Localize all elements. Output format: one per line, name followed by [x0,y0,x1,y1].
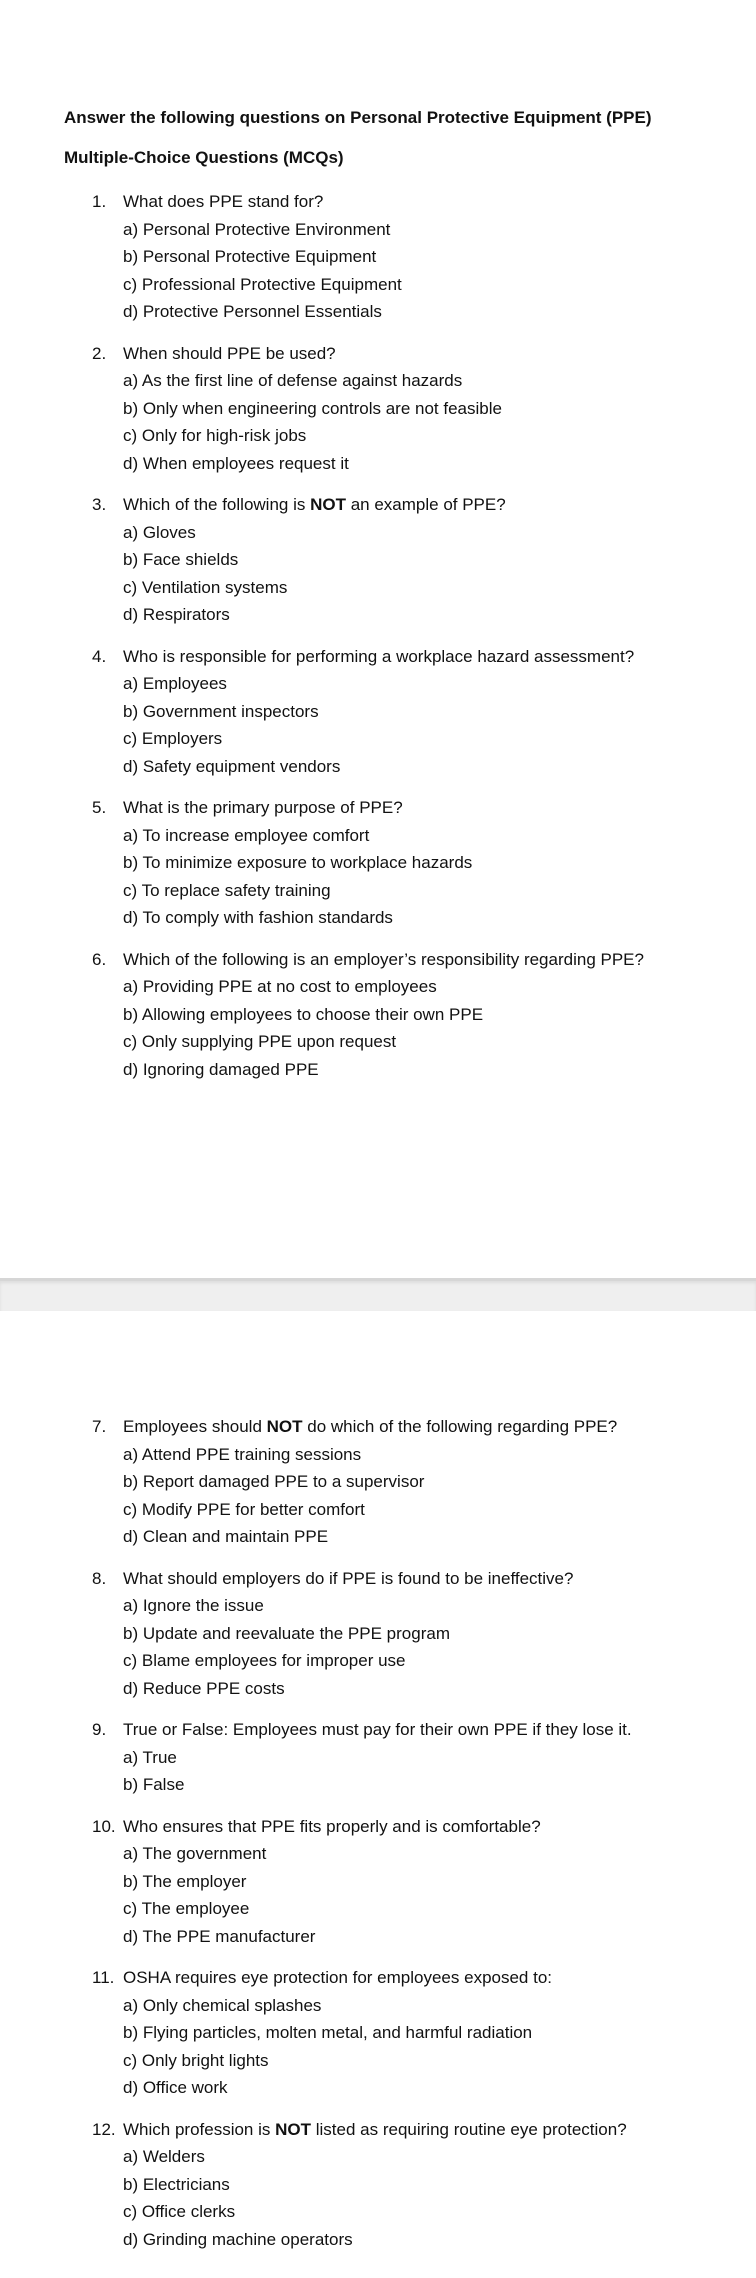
question-text [123,1716,632,1744]
question-text [123,2116,627,2144]
question-item [0,340,756,478]
question-list-page-1 [0,188,756,1097]
question-text-part: What does PPE stand for? [123,192,324,211]
answer-option: a) Gloves [123,522,196,542]
answer-option: c) To replace safety training [123,880,331,900]
question-text [123,1413,617,1441]
question-text [123,643,634,671]
emphasis-not: NOT [266,1417,303,1436]
question-number: 7. [92,1417,107,1436]
answer-option: d) Respirators [123,605,230,624]
page-break [0,1278,756,1311]
answer-option: d) Clean and maintain PPE [123,1527,329,1546]
question-number: 3. [92,495,107,514]
question-line [0,1716,756,1744]
question-text [123,340,336,368]
question-item [0,643,756,781]
answer-option: a) Providing PPE at no cost to employees [123,977,437,996]
answer-option: b) Only when engineering controls are not feasible [123,398,502,418]
question-line [0,1813,756,1841]
question-text [123,946,644,974]
answer-option: b) Electricians [123,2174,230,2194]
answer-option: b) False [123,1775,185,1794]
question-item [0,1565,756,1703]
question-text-part: do which of the following regarding PPE? [302,1417,618,1436]
answer-option: a) Only chemical splashes [123,1995,322,2015]
answer-option: c) Office clerks [123,2202,236,2221]
question-item [0,188,756,326]
question-number: 5. [92,798,107,817]
question-text [123,188,323,216]
answer-option: c) Only bright lights [123,2050,269,2070]
question-item [0,1413,756,1551]
answer-option: b) Allowing employees to choose their own PPE [123,1004,484,1024]
question-item [0,1716,756,1799]
answer-option: a) True [123,1747,177,1767]
question-number: 11. [92,1968,115,1987]
question-item [0,946,756,1084]
document-page-2 [0,1311,756,2278]
question-item [0,2116,756,2254]
answer-option: b) The employer [123,1871,247,1891]
question-line [0,1413,756,1441]
answer-option: b) To minimize exposure to workplace hazards [123,853,473,872]
question-text-part: What should employers do if PPE is found to be ineffective? [123,1568,574,1588]
question-number: 1. [92,192,107,211]
question-item [0,1813,756,1951]
answer-option: d) Ignoring damaged PPE [123,1059,319,1079]
question-line [0,491,756,519]
question-text [123,491,506,519]
answer-option: d) Grinding machine operators [123,2229,353,2249]
question-text-part: Which of the following is [123,495,311,514]
question-number: 6. [92,949,107,969]
answer-option: a) To increase employee comfort [123,825,370,845]
answer-option: c) Ventilation systems [123,577,288,597]
question-text-part: When should PPE be used? [123,343,336,363]
question-line [0,1565,756,1593]
question-text-part: Employees should [123,1417,267,1436]
question-line [0,340,756,368]
question-number: 2. [92,343,107,363]
question-item [0,794,756,932]
answer-option: a) The government [123,1844,267,1863]
question-line [0,794,756,822]
answer-option: d) The PPE manufacturer [123,1926,316,1946]
answer-option: b) Update and reevaluate the PPE program [123,1623,450,1643]
answer-option: a) As the first line of defense against hazards [123,371,463,390]
answer-option: d) Protective Personnel Essentials [123,302,382,321]
question-text-part: OSHA requires eye protection for employees exposed to: [123,1968,553,1987]
answer-option: b) Flying particles, molten metal, and harmful radiation [123,2023,533,2042]
question-line [0,643,756,671]
question-text-part: Which of the following is an employer’s responsibility regarding PPE? [123,949,644,969]
question-number: 8. [92,1568,107,1588]
question-text-part: Who is responsible for performing a workplace hazard assessment? [123,646,635,666]
question-text-part: True or False: Employees must pay for their own PPE if they lose it. [123,1720,632,1739]
answer-option: d) Reduce PPE costs [123,1678,285,1698]
answer-option: d) To comply with fashion standards [123,908,393,927]
answer-option: c) Modify PPE for better comfort [123,1499,365,1519]
answer-option: c) Blame employees for improper use [123,1651,406,1670]
answer-option: c) Employers [123,729,223,748]
question-text [123,1813,541,1841]
question-item [0,1964,756,2102]
answer-option: a) Employees [123,674,227,693]
document-title: Answer the following questions on Personal Protective Equipment (PPE) [64,108,652,127]
answer-option: a) Welders [123,2147,205,2166]
answer-option: d) When employees request it [123,453,349,473]
answer-option: c) Only for high-risk jobs [123,426,307,445]
answer-option: c) Professional Protective Equipment [123,274,402,294]
answer-option: b) Personal Protective Equipment [123,247,377,266]
answer-option: b) Report damaged PPE to a supervisor [123,1472,425,1491]
question-text-part: an example of PPE? [345,495,506,514]
question-text [123,1964,552,1992]
answer-option: b) Face shields [123,550,239,569]
answer-option: a) Personal Protective Environment [123,219,391,239]
answer-option: c) Only supplying PPE upon request [123,1032,397,1051]
emphasis-not: NOT [275,2119,312,2139]
question-text [123,794,403,822]
question-line [0,1964,756,1992]
question-text-part: What is the primary purpose of PPE? [123,798,403,817]
question-line [0,188,756,216]
question-number: 10. [92,1816,116,1836]
question-list-page-2 [0,1413,756,2267]
question-number: 4. [92,646,107,666]
answer-option: a) Ignore the issue [123,1596,264,1615]
answer-option: d) Office work [123,2078,228,2097]
question-text-part: Which profession is [123,2119,276,2139]
emphasis-not: NOT [310,495,346,514]
answer-option: c) The employee [123,1899,250,1918]
question-line [0,946,756,974]
question-number: 12. [92,2119,116,2139]
question-line [0,2116,756,2144]
question-text-part: Who ensures that PPE fits properly and is comfortable? [123,1816,541,1836]
question-text-part: listed as requiring routine eye protection? [311,2119,627,2139]
question-number: 9. [92,1720,107,1739]
answer-option: d) Safety equipment vendors [123,756,341,776]
answer-option: a) Attend PPE training sessions [123,1444,362,1464]
answer-option: b) Government inspectors [123,701,319,721]
question-item [0,491,756,629]
section-heading: Multiple-Choice Questions (MCQs) [64,148,344,167]
question-text [123,1565,573,1593]
